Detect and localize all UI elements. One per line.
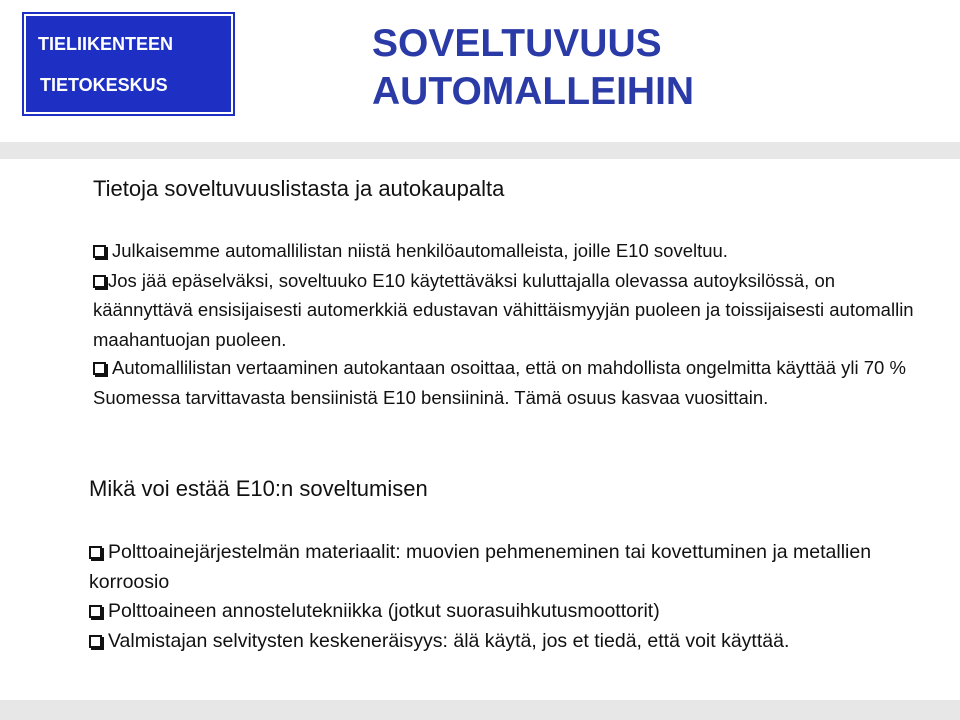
list-item <box>89 627 929 657</box>
footer-band <box>0 700 960 720</box>
checkbox-square-icon <box>89 635 102 648</box>
list-item-text: Polttoainejärjestelmän materiaalit: muovien pehmeneminen tai kovettuminen ja metallien korroosio <box>89 541 872 593</box>
slide-title-line2: AUTOMALLEIHIN <box>372 70 695 113</box>
list-item <box>89 597 929 627</box>
logo-line2: TIETOKESKUS <box>40 75 168 95</box>
checkbox-square-icon <box>93 245 106 258</box>
list-item-text: Julkaisemme automallilistan niistä henkilöautomalleista, joille E10 soveltuu. <box>112 240 728 261</box>
logo-line1: TIELIIKENTEEN <box>38 34 174 54</box>
section2-heading: Mikä voi estää E10:n soveltumisen <box>89 476 428 501</box>
checkbox-square-icon <box>93 275 106 288</box>
list-item-text: Polttoaineen annostelutekniikka (jotkut suorasuihkutusmoottorit) <box>108 600 660 622</box>
list-item <box>89 538 929 597</box>
section1-list <box>93 236 923 354</box>
list-item <box>93 353 923 412</box>
list-item <box>93 236 923 266</box>
checkbox-square-icon <box>93 362 106 375</box>
checkbox-square-icon <box>89 605 102 618</box>
logo <box>24 14 233 114</box>
list-item-text: Jos jää epäselväksi, soveltuuko E10 käytettäväksi kuluttajalla olevassa autoyksilössä, on käännyttävä ensisijaisesti automerkkiä edustavan vähittäismyyjän puoleen ja toissijaisesti automallin maahantuojan puoleen. <box>93 269 914 350</box>
list-item-text: Valmistajan selvitysten keskeneräisyys: älä käytä, jos et tiedä, että voit käyttää. <box>108 629 790 652</box>
section1-list-continued <box>93 353 923 412</box>
section2-list <box>89 538 929 656</box>
list-item-text: Automallilistan vertaaminen autokantaan osoittaa, että on mahdollista ongelmitta käyttää yli 70 % Suomessa tarvittavasta bensiinistä E10 bensiininä. Tämä osuus kasvaa vuosittain. <box>93 357 906 408</box>
list-item <box>93 266 923 355</box>
slide-title <box>372 20 694 116</box>
slide-title-line1: SOVELTUVUUS <box>372 22 662 65</box>
section1-heading: Tietoja soveltuvuuslistasta ja autokaupalta <box>93 176 505 201</box>
header-divider-band <box>0 142 960 159</box>
checkbox-square-icon <box>89 546 102 559</box>
